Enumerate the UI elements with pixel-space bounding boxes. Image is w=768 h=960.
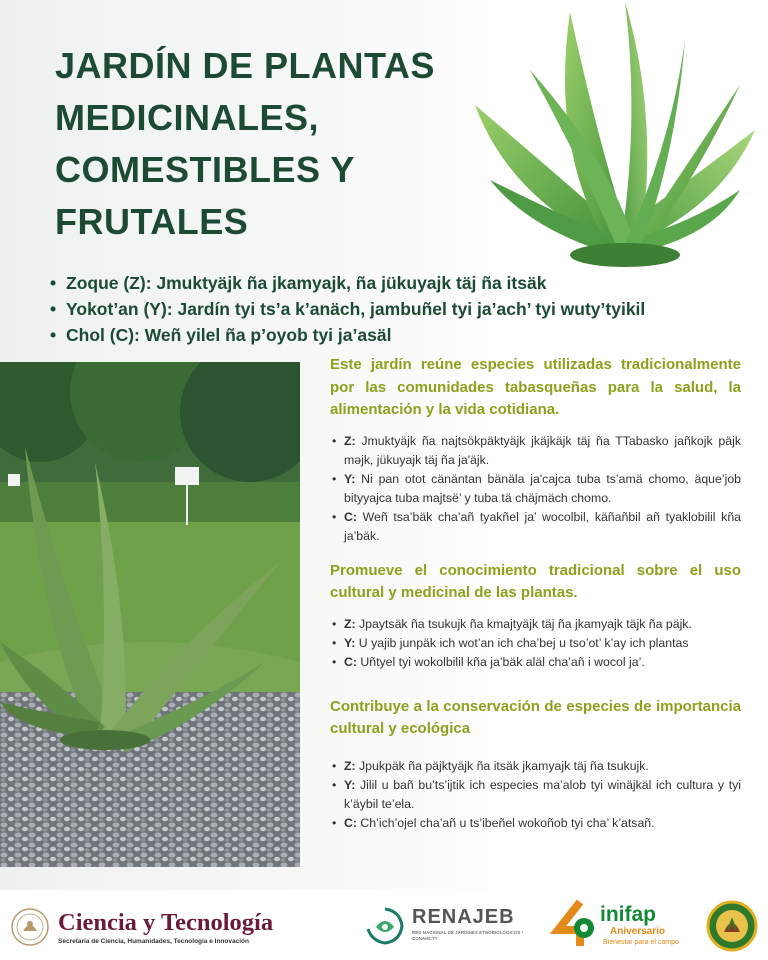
item-key: Z: [344,616,356,631]
poster-title [55,40,475,248]
list-item [330,653,741,672]
ciencia-subtitle: Secretaría de Ciencia, Humanidades, Tecnología e Innovación [58,938,249,945]
renajeb-subtitle: RED NACIONAL DE JARDINES ETNOBIOLÓGICOS • CONAHCYT [412,930,524,941]
item-key: Z: [344,758,356,773]
inifap-anniversary: Aniversario [610,926,666,937]
inifap-40-logo-icon [550,898,600,950]
garden-photo [0,362,300,867]
section-3-list [330,757,741,833]
inifap-logo-text: inifap [600,903,656,926]
item-key: Z: [344,433,356,448]
item-text: Weñ tsa’bäk cha’añ tyakñel ja’ wocolbil, käñañbil añ tyaklobilil kña ja’bäk. [344,509,741,543]
ciencia-tecnologia-logo: Ciencia y Tecnología [58,909,274,936]
item-key: C: [344,815,357,830]
title-line: COMESTIBLES Y [55,149,355,190]
item-text: Uñtyel tyi wokolbilil kña ja’bäk aläl cha’añ i wocol ja’. [356,654,645,669]
renajeb-logo-text: RENAJEB [412,906,515,928]
language-list [48,270,758,348]
language-item-yokotan: • Yokot’an (Y): Jardín tyi ts’a k’anäch, jambuñel tyi ja’ach’ tyi wuty’tyikil [48,296,758,322]
section-1-lead: Este jardín reúne especies utilizadas tradicionalmente por las comunidades tabasqueñas para la salud, la alimentación y la vida cotidiana. [330,356,741,418]
title-line: MEDICINALES, [55,97,320,138]
list-item [330,508,741,546]
section-1-list [330,432,741,546]
item-key: Y: [344,777,356,792]
item-key: C: [344,509,357,524]
aloe-plant-illustration [470,0,760,272]
section-3-lead: Contribuye a la conservación de especies de importancia cultural y ecológica [330,697,741,737]
renajeb-logo-icon [364,905,406,947]
item-text: Ch’ich’ojel cha’añ u ts’ibeñel wokoñob tyi cha’ k’atsañ. [356,815,655,830]
item-text: U yajib junpäk ich wot’an ich cha’bej u tso’ot’ k’ay ich plantas [355,635,689,650]
language-item-chol: • Chol (C): Weñ yilel ña p’oyob tyi ja’asäl [48,322,758,348]
garden-emblem-logo [706,900,758,952]
item-text: Jpukpäk ña päjktyäjk ña itsäk jkamyajk täj ña tsukujk. [355,758,649,773]
list-item [330,432,741,470]
list-item [330,470,741,508]
item-key: C: [344,654,357,669]
language-item-zoque: • Zoque (Z): Jmuktyäjk ña jkamyajk, ña jükuyajk täj ña itsäk [48,270,758,296]
item-key: Y: [344,635,356,650]
list-item [330,814,741,833]
item-text: Jmuktyäjk ña najtsökpäktyäjk jkäjkäjk täj ña TTabasko jañkojk päjk məjk, jükuyajk täj ña ja'äjk. [344,433,741,467]
inifap-slogan: Bienestar para el campo [603,939,679,946]
item-text: Ni pan otot cänäntan bänäla ja'cajca tuba ts’amä chomo, äque’job bityyajca tuba majtsë’ y tuba tä chäjmäch chomo. [344,471,741,505]
title-line: FRUTALES [55,201,249,242]
section-2-lead: Promueve el conocimiento tradicional sobre el uso cultural y medicinal de las plantas. [330,561,741,601]
mexico-seal-logo [10,907,50,947]
section-2-list [330,615,741,672]
item-text: Jilil u bañ bu’ts’ijtik ich especies ma’alob tyi winäjkäl ich cultura y tyi k’äybil te’ela. [344,777,741,811]
content-column [330,354,741,833]
list-item [330,757,741,776]
item-key: Y: [344,471,356,486]
list-item [330,776,741,814]
item-text: Jpaytsäk ña tsukujk ña kmajtyäjk täj ña jkamyajk täjk ña päjk. [355,616,692,631]
title-line: JARDÍN DE PLANTAS [55,45,435,86]
list-item [330,615,741,634]
list-item [330,634,741,653]
